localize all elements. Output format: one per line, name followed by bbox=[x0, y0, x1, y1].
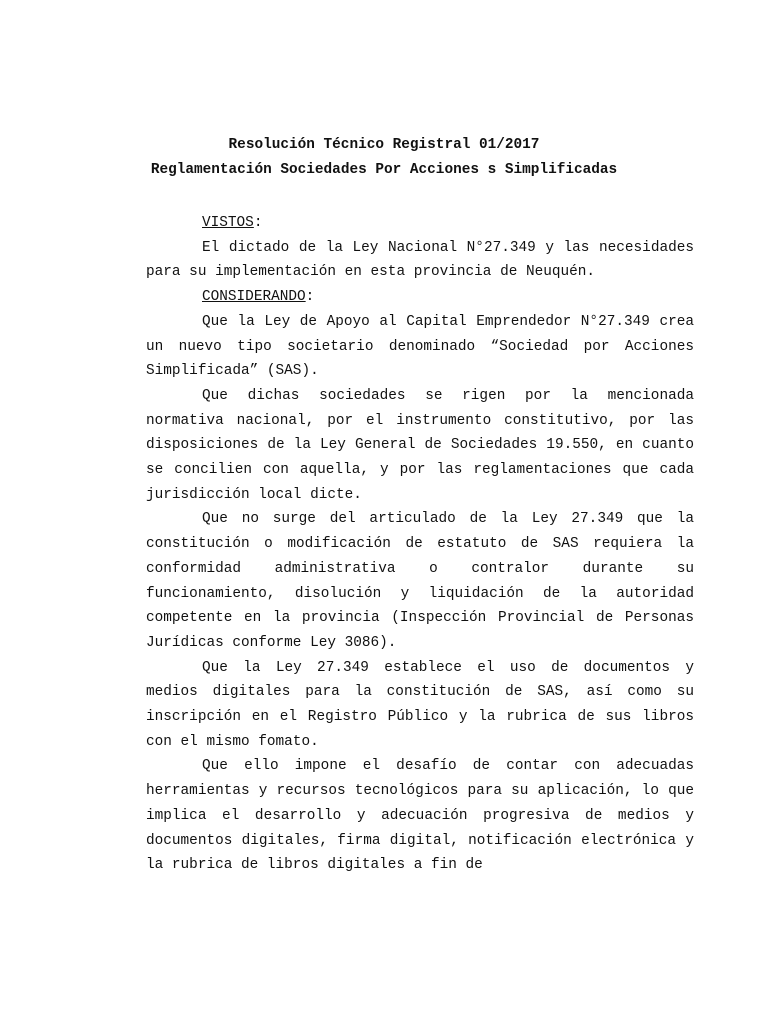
document-body bbox=[146, 211, 694, 878]
considerando-paragraph: Que dichas sociedades se rigen por la mencionada normativa nacional, por el instrumento constitutivo, por las disposiciones de la Ley General de Sociedades 19.550, en cuanto se concilien con aquella, y por las reglamentaciones que cada jurisdicción local dicte. bbox=[146, 387, 694, 503]
document-subtitle: Reglamentación Sociedades Por Acciones s Simplificadas bbox=[150, 162, 618, 178]
considerando-paragraph: Que no surge del articulado de la Ley 27.349 que la constitución o modificación de estatuto de SAS requiera la conformidad administrativa o contralor durante su funcionamiento, disolución y liquidación de la autoridad competente en la provincia (Inspección Provincial de Personas Jurídicas conforme Ley 3086). bbox=[146, 511, 694, 651]
considerando-heading: CONSIDERANDO bbox=[202, 289, 306, 306]
considerando-paragraph: Que la Ley 27.349 establece el uso de documentos y medios digitales para la constitución de SAS, así como su inscripción en el Registro Público y la rubrica de sus libros con el mismo fomato. bbox=[146, 659, 694, 750]
considerando-paragraph: Que la Ley de Apoyo al Capital Emprendedor N°27.349 crea un nuevo tipo societario denominado “Sociedad por Acciones Simplificada” (SAS). bbox=[146, 313, 694, 380]
considerando-heading-line: CONSIDERANDO: bbox=[202, 289, 315, 306]
vistos-paragraph: El dictado de la Ley Nacional N°27.349 y las necesidades para su implementación en esta provincia de Neuquén. bbox=[146, 239, 694, 281]
document-title: Resolución Técnico Registral 01/2017 bbox=[228, 137, 540, 153]
vistos-heading: VISTOS bbox=[202, 215, 254, 231]
considerando-paragraph: Que ello impone el desafío de contar con adecuadas herramientas y recursos tecnológicos para su aplicación, lo que implica el desarrollo y adecuación progresiva de medios y documentos digitales, firma digital, notificación electrónica y la rubrica de libros digitales a fin de bbox=[146, 758, 694, 874]
vistos-heading-line: VISTOS: bbox=[202, 215, 263, 231]
